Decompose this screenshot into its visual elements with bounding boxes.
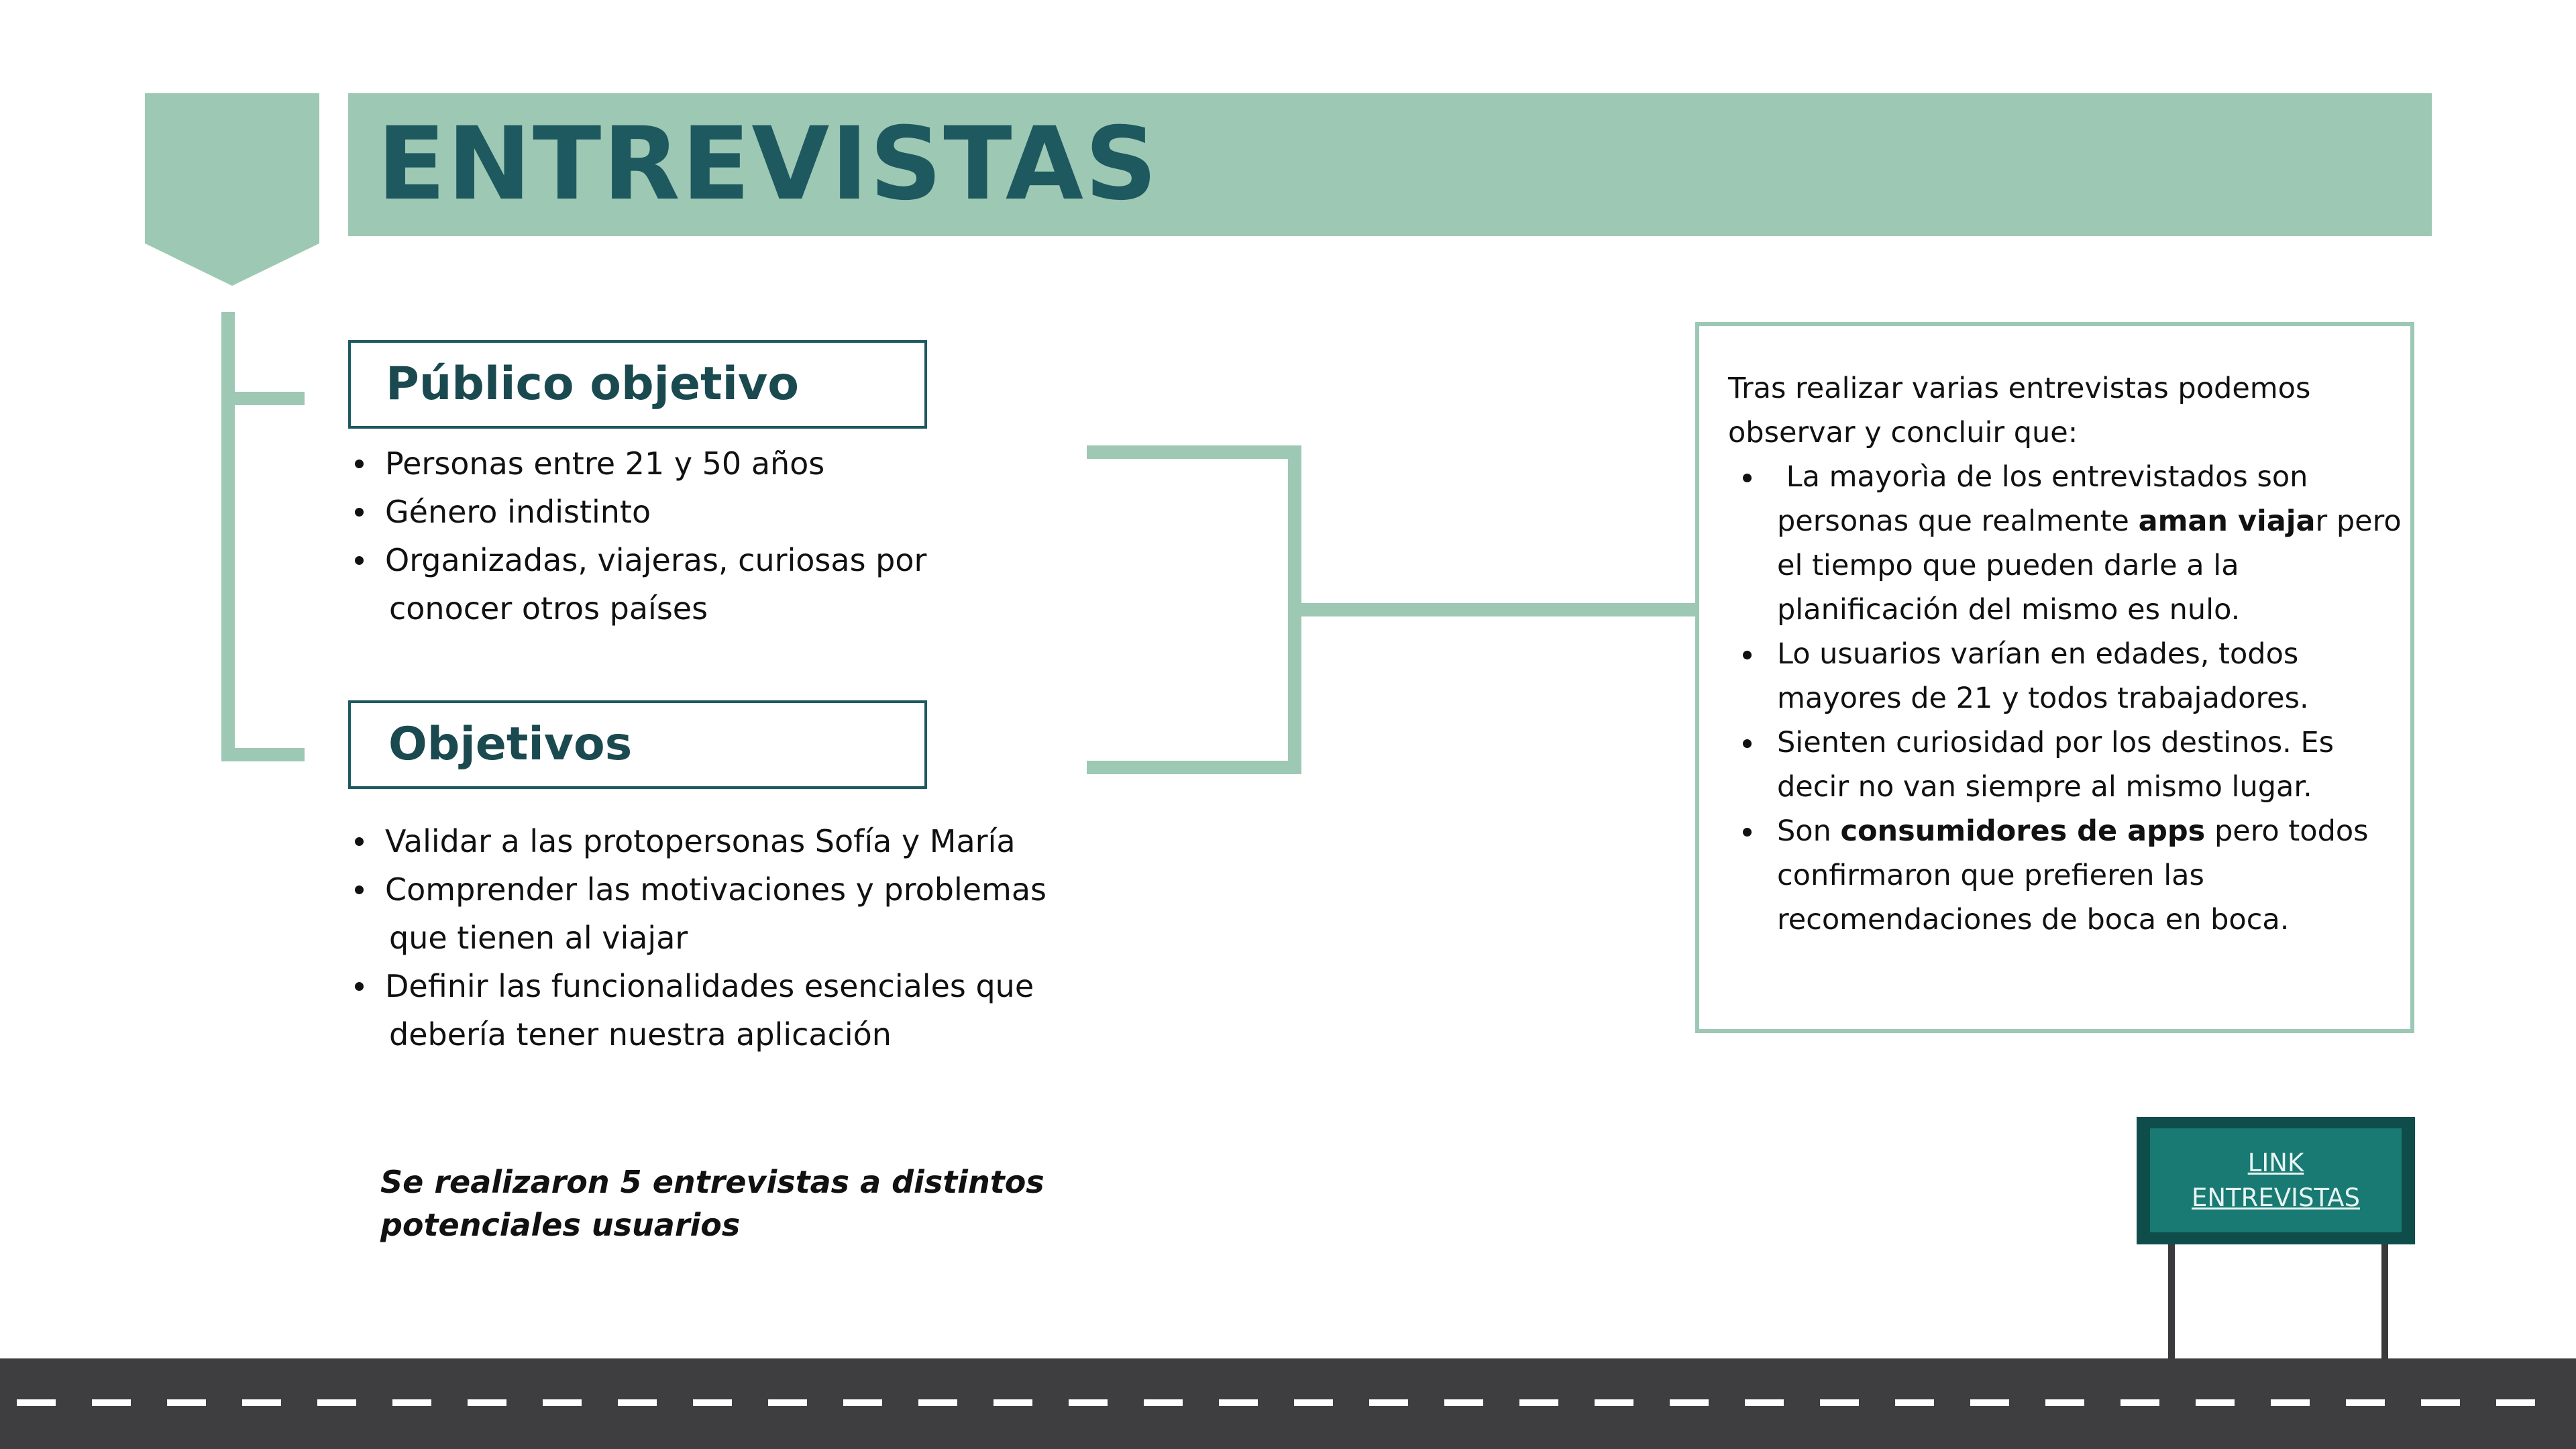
road-dash — [1595, 1399, 1633, 1406]
road-dash — [1294, 1399, 1333, 1406]
list-item: Definir las funcionalidades esenciales que debería tener nuestra aplicación — [348, 962, 1046, 1059]
list-item: Comprender las motivaciones y problemas que tienen al viajar — [348, 865, 1046, 962]
publico-objetivo-list — [348, 439, 926, 633]
connector-top-arm — [1087, 445, 1301, 459]
road-dash — [1670, 1399, 1709, 1406]
road-dash — [468, 1399, 506, 1406]
road-dash — [17, 1399, 56, 1406]
left-bracket-bottom-arm — [221, 748, 305, 761]
interviews-note: Se realizaron 5 entrevistas a distintos potenciales usuarios — [380, 1164, 1044, 1243]
road-dash — [92, 1399, 131, 1406]
road-dash — [1069, 1399, 1108, 1406]
connector-bottom-arm — [1087, 761, 1301, 774]
road-dash — [1820, 1399, 1859, 1406]
road-dash — [2121, 1399, 2159, 1406]
list-item: Lo usuarios varían en edades, todos mayores de 21 y todos trabajadores. — [1728, 632, 2402, 720]
road-dash — [1444, 1399, 1483, 1406]
list-item: Sienten curiosidad por los destinos. Es decir no van siempre al mismo lugar. — [1728, 720, 2402, 809]
road-lane-markings — [0, 1399, 2576, 1406]
road-dash — [2045, 1399, 2084, 1406]
road-dash — [768, 1399, 807, 1406]
objetivos-list — [348, 817, 1046, 1059]
left-bracket-vertical — [221, 312, 235, 761]
road-dash — [1219, 1399, 1258, 1406]
sign-post-left — [2168, 1244, 2175, 1358]
conclusions-intro: Tras realizar varias entrevistas podemos observar y concluir que: — [1728, 372, 2311, 449]
road-dash — [618, 1399, 657, 1406]
road-dash — [1970, 1399, 2009, 1406]
list-item: Validar a las protopersonas Sofía y María — [348, 817, 1046, 865]
link-entrevistas-button[interactable]: LINK ENTREVISTAS — [2150, 1128, 2402, 1232]
page-title: ENTREVISTAS — [377, 106, 1159, 223]
list-item: Organizadas, viajeras, curiosas por conocer otros países — [348, 536, 926, 633]
road-dash — [543, 1399, 582, 1406]
road-dash — [1369, 1399, 1408, 1406]
road-dash — [1745, 1399, 1784, 1406]
conclusions-list — [1728, 455, 2402, 942]
road-dash — [242, 1399, 281, 1406]
road-dash — [2271, 1399, 2310, 1406]
banner-chevron-shape — [145, 93, 319, 286]
objetivos-heading: Objetivos — [348, 700, 927, 789]
road-dash — [1144, 1399, 1183, 1406]
sign-post-right — [2381, 1244, 2388, 1358]
road-dash — [994, 1399, 1032, 1406]
road-dash — [2421, 1399, 2460, 1406]
road-dash — [392, 1399, 431, 1406]
connector-to-conclusions — [1288, 603, 1697, 616]
road-dash — [2346, 1399, 2385, 1406]
road-dash — [1895, 1399, 1934, 1406]
road-dash — [693, 1399, 732, 1406]
road-dash — [843, 1399, 882, 1406]
publico-objetivo-heading: Público objetivo — [348, 340, 927, 429]
road-dash — [167, 1399, 206, 1406]
list-item: Género indistinto — [348, 488, 926, 536]
list-item: Son consumidores de apps pero todos confirmaron que prefieren las recomendaciones de boca en boca. — [1728, 809, 2402, 942]
list-item: Personas entre 21 y 50 años — [348, 439, 926, 488]
road-dash — [2196, 1399, 2235, 1406]
road-dash — [2496, 1399, 2535, 1406]
road-dash — [317, 1399, 356, 1406]
road-dash — [918, 1399, 957, 1406]
list-item: La mayorìa de los entrevistados son personas que realmente aman viajar pero el tiempo que pueden darle a la planificación del mismo es nulo. — [1728, 455, 2402, 632]
road-dash — [1519, 1399, 1558, 1406]
left-bracket-top-arm — [221, 392, 305, 405]
